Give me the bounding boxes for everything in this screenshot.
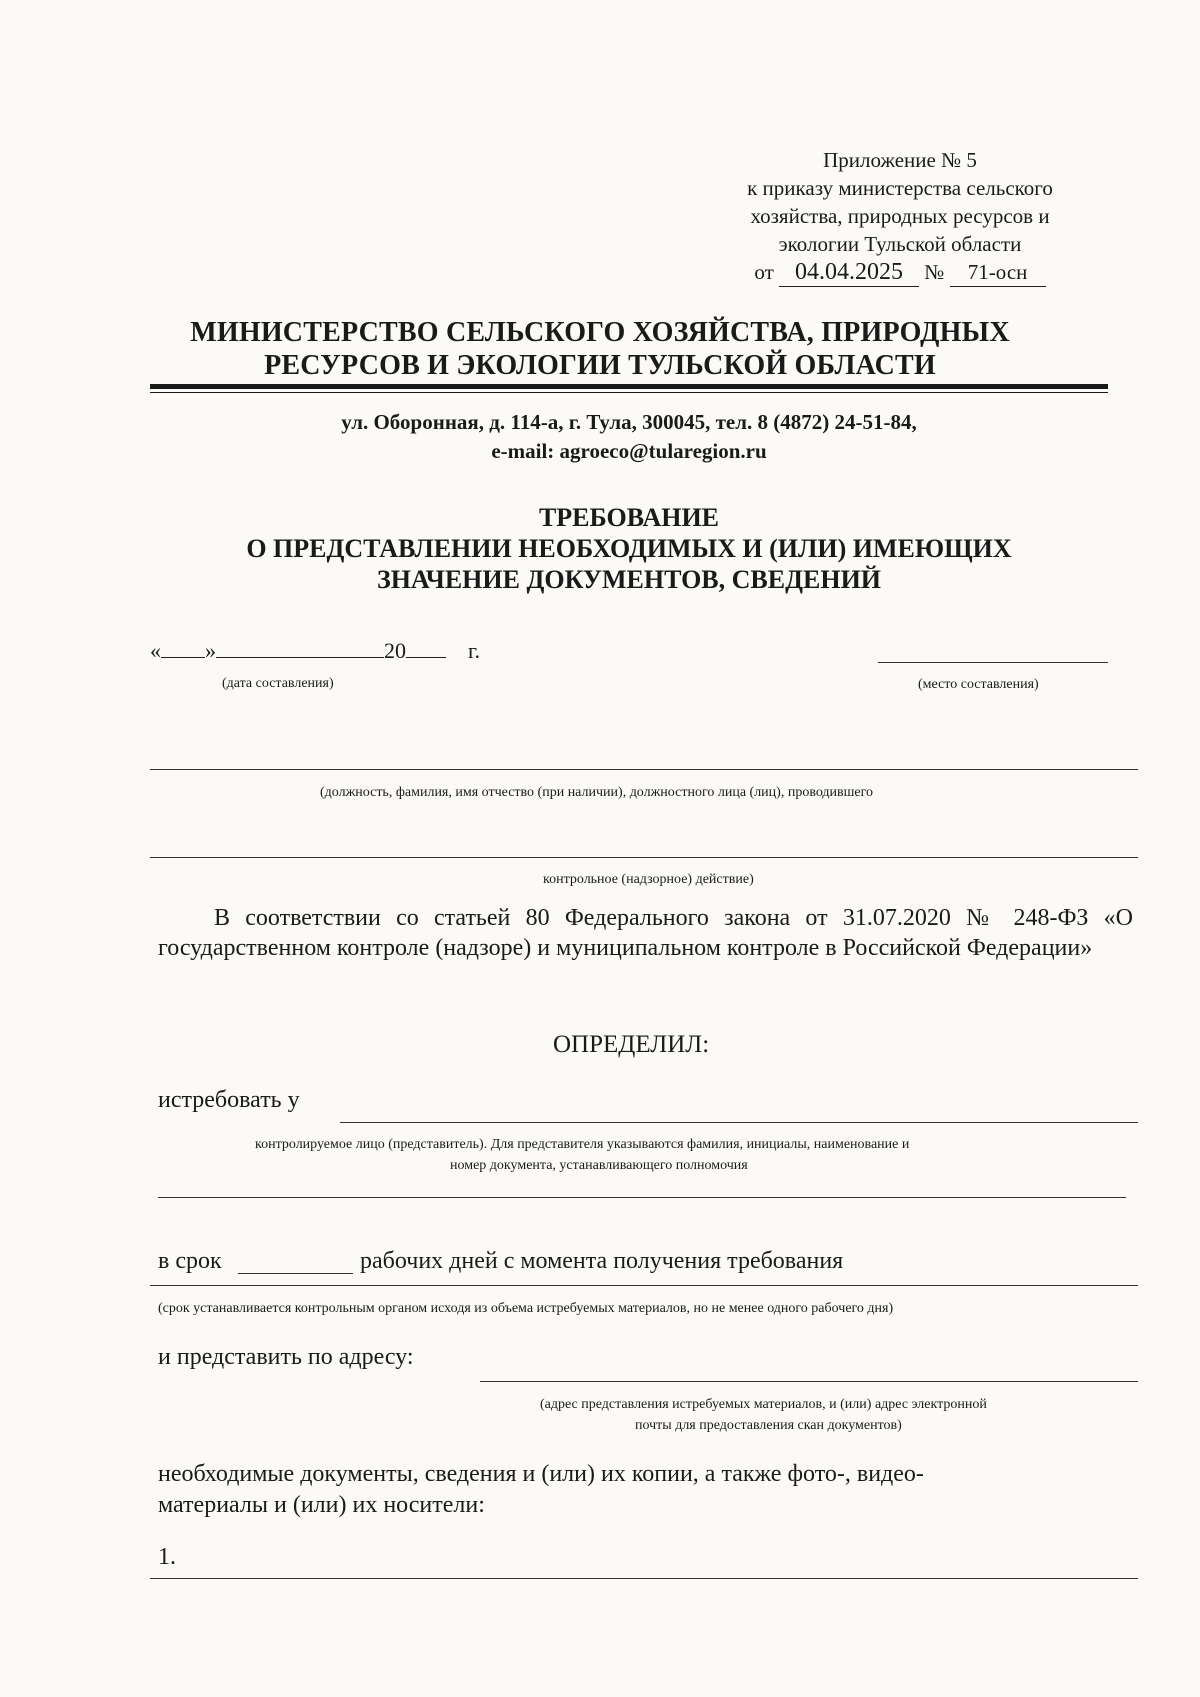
- day-blank[interactable]: [161, 637, 205, 658]
- documents-item-1-number: 1.: [158, 1544, 176, 1570]
- month-blank[interactable]: [216, 637, 384, 658]
- appendix-line-4: экологии Тульской области: [778, 232, 1022, 256]
- order-date: 04.04.2025: [779, 258, 919, 287]
- order-number: 71-осн: [950, 258, 1046, 287]
- representative-field-line[interactable]: [158, 1197, 1126, 1198]
- year-prefix: 20: [384, 638, 406, 663]
- date-caption: (дата составления): [222, 676, 334, 691]
- documents-item-1-field-line[interactable]: [150, 1578, 1138, 1579]
- title-line-1: ТРЕБОВАНИЕ: [538, 503, 720, 532]
- submit-label: и представить по адресу:: [158, 1344, 414, 1370]
- year-suffix: г.: [468, 638, 481, 663]
- ministry-email: e-mail: agroeco@tularegion.ru: [491, 439, 767, 463]
- legal-basis-text: В соответствии со статьей 80 Федерального закона от 31.07.2020 № 248-ФЗ «О государственном контроле (надзоре) и муниципальном контроле в Российской Федерации»: [158, 905, 1133, 961]
- date-field: [150, 637, 480, 664]
- official-caption-1: (должность, фамилия, имя отчество (при наличии), должностного лица (лиц), проводившего: [320, 785, 874, 800]
- appendix-line-3: хозяйства, природных ресурсов и: [750, 204, 1050, 228]
- demand-caption-1: контролируемое лицо (представитель). Для представителя указываются фамилия, инициалы, наименование и: [255, 1137, 910, 1152]
- appendix-order-line: [700, 258, 1100, 287]
- official-field-line-2[interactable]: [150, 857, 1138, 858]
- ministry-name: [150, 316, 1050, 382]
- appendix-title: Приложение № 5: [823, 148, 977, 172]
- appendix-block: [700, 146, 1100, 287]
- ministry-name-line-1: МИНИСТЕРСТВО СЕЛЬСКОГО ХОЗЯЙСТВА, ПРИРОДНЫХ: [190, 317, 1010, 348]
- year-blank[interactable]: [406, 637, 446, 658]
- date-close-quote: »: [205, 638, 216, 663]
- official-caption-2: контрольное (надзорное) действие): [543, 872, 754, 887]
- official-field-line-1[interactable]: [150, 769, 1138, 770]
- deadline-prefix: в срок: [158, 1248, 222, 1274]
- demand-caption-2: номер документа, устанавливающего полномочия: [450, 1158, 748, 1173]
- title-line-3: ЗНАЧЕНИЕ ДОКУМЕНТОВ, СВЕДЕНИЙ: [376, 565, 882, 594]
- documents-text-line-1: необходимые документы, сведения и (или) их копии, а также фото-, видео-: [158, 1461, 924, 1487]
- place-field-line[interactable]: [878, 662, 1108, 663]
- legal-basis-paragraph: [158, 903, 1133, 963]
- date-open-quote: «: [150, 638, 161, 663]
- place-caption: (место составления): [918, 677, 1039, 692]
- appendix-line-2: к приказу министерства сельского: [747, 176, 1053, 200]
- decision-heading: ОПРЕДЕЛИЛ:: [553, 1031, 710, 1058]
- header-rule-thick: [150, 384, 1108, 389]
- order-from-label: от: [754, 260, 774, 284]
- order-number-label: №: [924, 260, 945, 284]
- submit-address-field-line[interactable]: [480, 1381, 1138, 1382]
- deadline-days-blank[interactable]: [238, 1273, 353, 1274]
- deadline-rule: [150, 1285, 1138, 1286]
- demand-label: истребовать у: [158, 1087, 300, 1113]
- title-line-2: О ПРЕДСТАВЛЕНИИ НЕОБХОДИМЫХ И (ИЛИ) ИМЕЮЩИХ: [246, 534, 1012, 563]
- submit-caption-1: (адрес представления истребуемых материалов, и (или) адрес электронной: [540, 1397, 987, 1412]
- header-rule-thin: [150, 392, 1108, 393]
- ministry-name-line-2: РЕСУРСОВ И ЭКОЛОГИИ ТУЛЬСКОЙ ОБЛАСТИ: [264, 350, 936, 381]
- document-title: [150, 502, 1108, 595]
- ministry-contacts: [150, 408, 1108, 466]
- submit-caption-2: почты для предоставления скан документов): [635, 1418, 902, 1433]
- controlled-person-field-line[interactable]: [340, 1122, 1138, 1123]
- deadline-suffix: рабочих дней с момента получения требования: [360, 1248, 844, 1274]
- deadline-caption: (срок устанавливается контрольным органом исходя из объема истребуемых материалов, но не менее одного рабочего дня): [158, 1301, 894, 1316]
- ministry-address: ул. Оборонная, д. 114-а, г. Тула, 300045, тел. 8 (4872) 24-51-84,: [341, 410, 917, 434]
- documents-text-line-2: материалы и (или) их носители:: [158, 1492, 485, 1518]
